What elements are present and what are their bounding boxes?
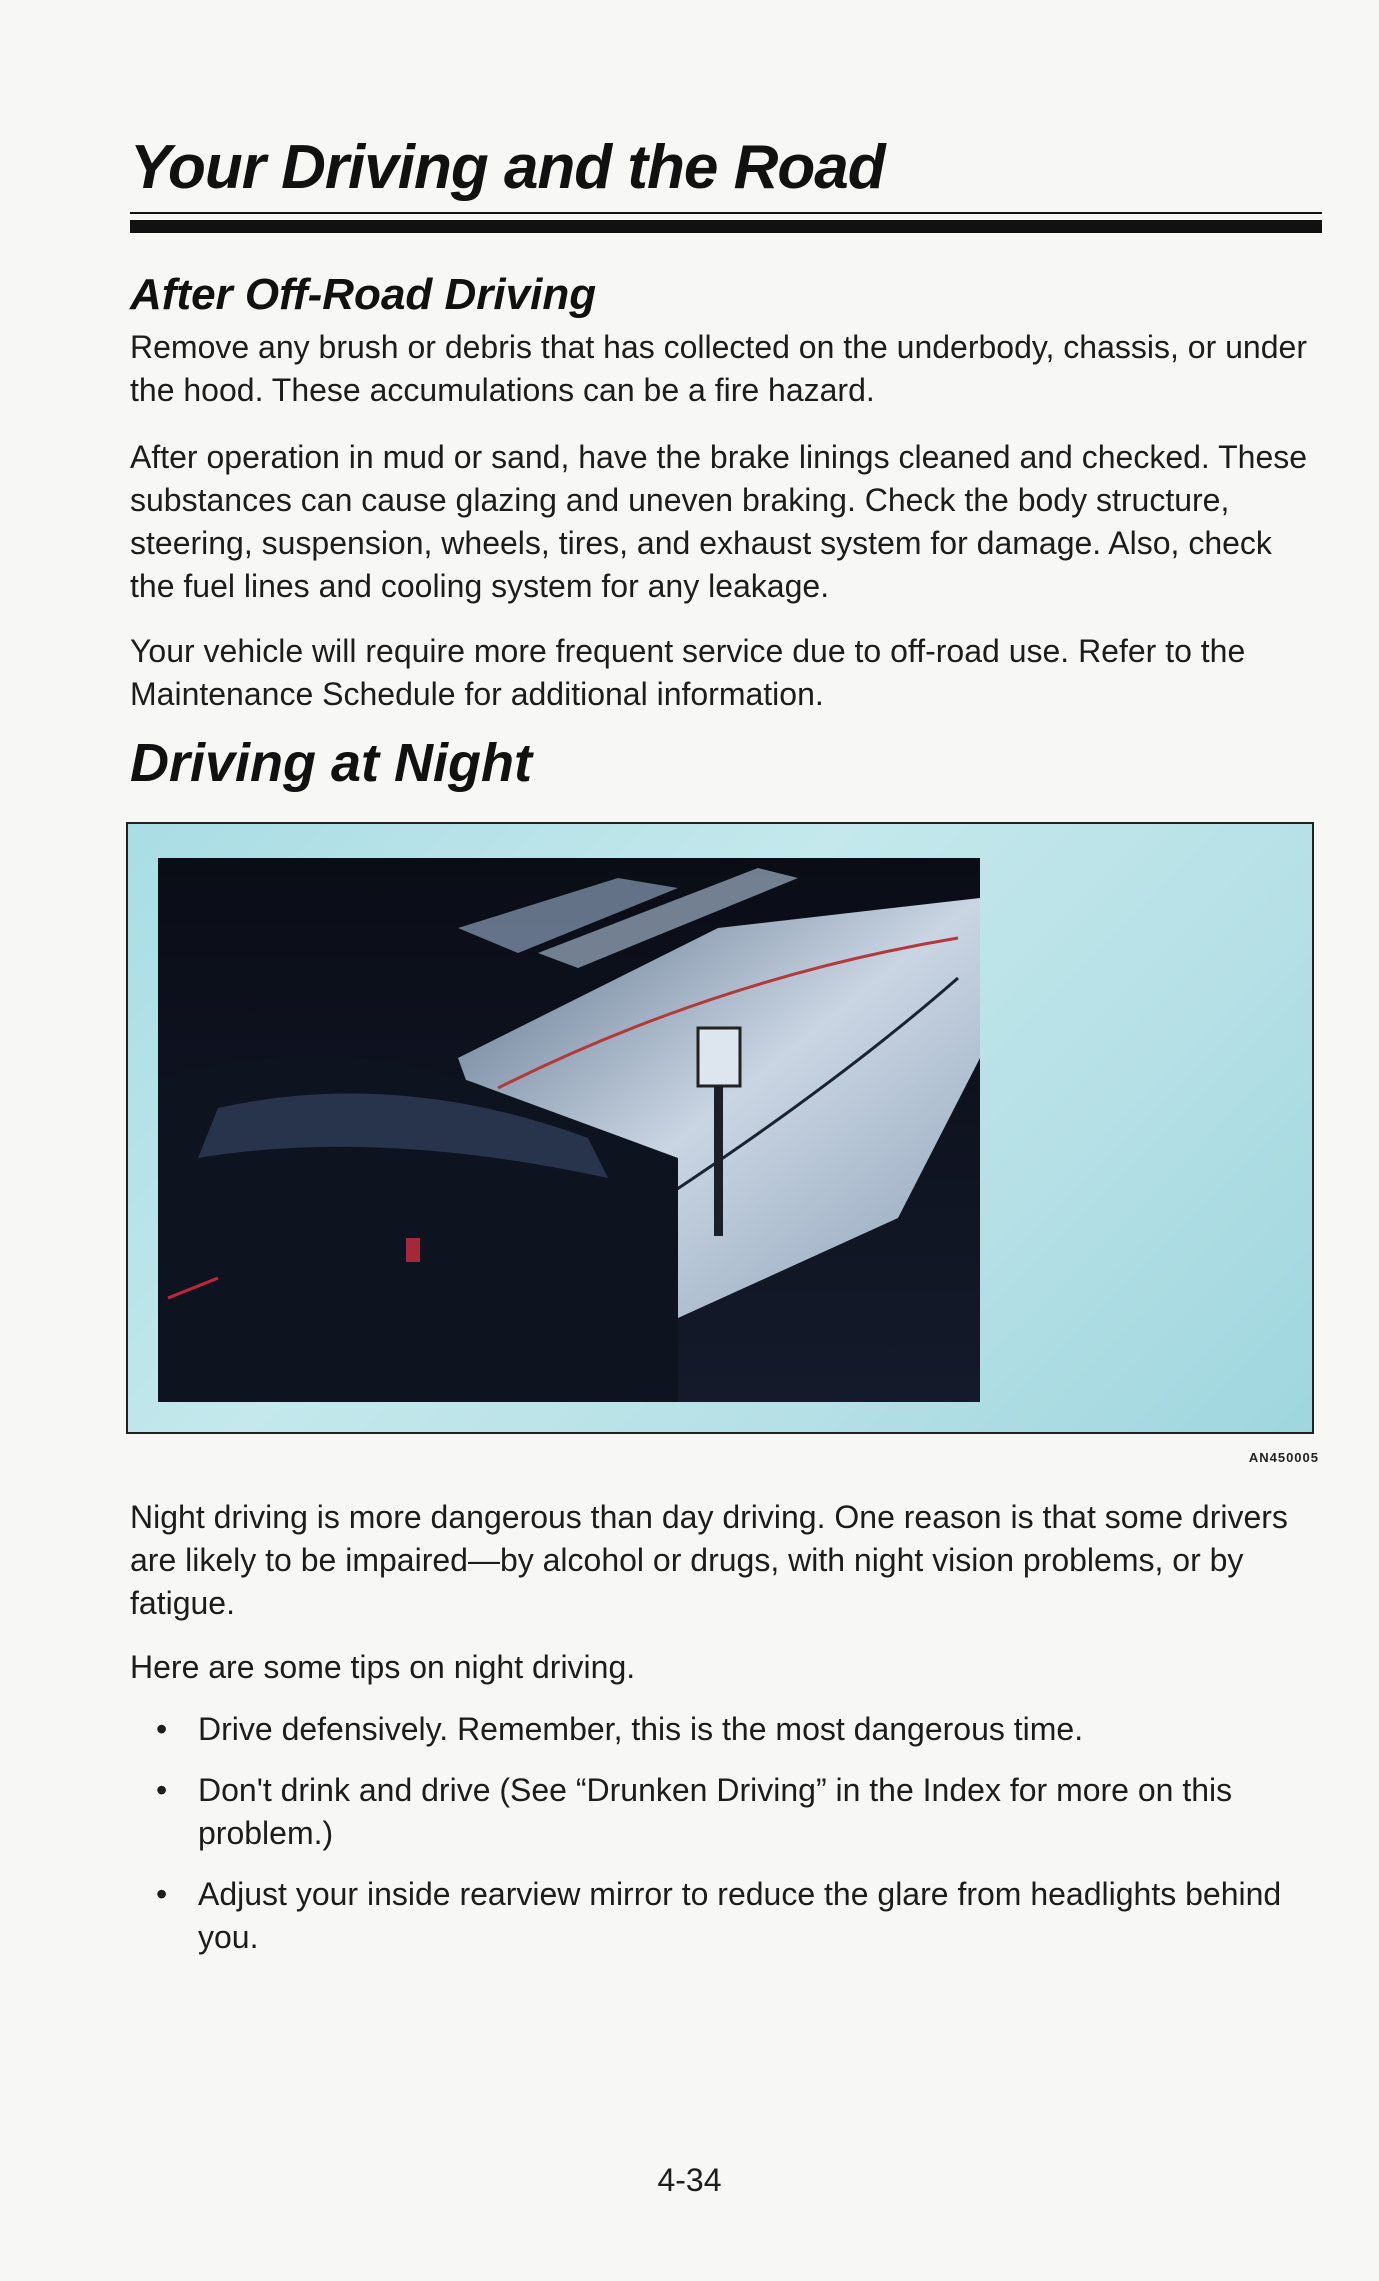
tip-text: Don't drink and drive (See “Drunken Driving” in the Index for more on this problem.) <box>198 1772 1233 1851</box>
bullet-icon: • <box>156 1711 168 1747</box>
page-title: Your Driving and the Road <box>130 133 885 202</box>
tip-text: Adjust your inside rearview mirror to reduce the glare from headlights behind you. <box>198 1876 1282 1955</box>
off-road-paragraph: Remove any brush or debris that has collected on the underbody, chassis, or under the hood. These accumulations can be a fire hazard. <box>130 329 1307 408</box>
night-driving-heading: Driving at Night <box>130 733 532 793</box>
title-rule-thick <box>130 220 1322 233</box>
night-paragraph: Here are some tips on night driving. <box>130 1649 636 1685</box>
bullet-icon: • <box>156 1772 168 1808</box>
night-paragraph: Night driving is more dangerous than day driving. One reason is that some drivers are likely to be impaired—by alcohol or drugs, with night vision problems, or by fatigue. <box>130 1499 1288 1621</box>
night-tips-list <box>150 1708 1310 1977</box>
tail-light <box>406 1238 420 1262</box>
tip-text: Drive defensively. Remember, this is the most dangerous time. <box>198 1711 1084 1747</box>
off-road-heading: After Off-Road Driving <box>130 270 597 319</box>
title-rule-thin <box>130 212 1322 214</box>
off-road-paragraph: Your vehicle will require more frequent service due to off-road use. Refer to the Maintenance Schedule for additional information. <box>130 633 1246 712</box>
figure-code: AN450005 <box>1248 1450 1319 1465</box>
sign-post <box>714 1086 723 1236</box>
road-sign <box>698 1028 740 1086</box>
bullet-icon: • <box>156 1876 168 1912</box>
list-item <box>150 1708 1310 1751</box>
page-number: 4-34 <box>657 2162 722 2198</box>
night-road-illustration <box>158 858 980 1402</box>
off-road-paragraph: After operation in mud or sand, have the brake linings cleaned and checked. These substances can cause glazing and uneven braking. Check the body structure, steering, suspension, wheels, tires, and exhaust system for damage. Also, check the fuel lines and cooling system for any leakage. <box>130 439 1308 604</box>
list-item <box>150 1873 1310 1959</box>
list-item <box>150 1769 1310 1855</box>
